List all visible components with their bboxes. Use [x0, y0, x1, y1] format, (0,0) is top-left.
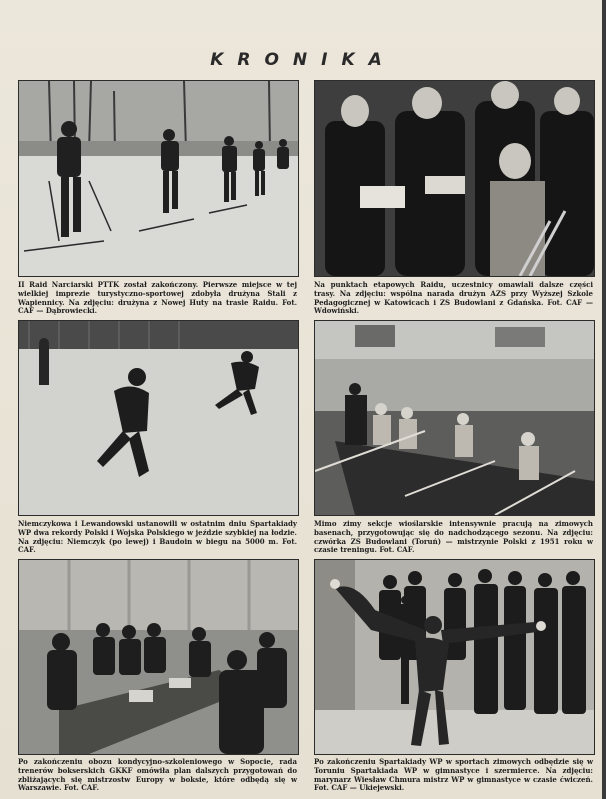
page-spine — [602, 0, 606, 799]
photo-speed-skaters — [18, 320, 299, 516]
caption-gymnast: Po zakończeniu Spartakiady WP w sportach zimowych odbędzie się w Toruniu Spartakiada WP w gimnastyce i szermierce. Na zdjęciu: marynarz Wiesław Chmura mistrz WP w gimnastyce w czasie ćwiczeń. Fot. CAF — Ukiejewski. — [314, 757, 593, 793]
caption-rowing: Mimo zimy sekcje wioślarskie intensywnie pracują na zimowych basenach, przygotowując się do nadchodzącego sezonu. Na zdjęciu: czwórka ZS Budowlani (Toruń) — mistrzynie Polski z 1951 roku w czasie treningu. Fot. CAF. — [314, 519, 593, 555]
caption-boxing-coaches: Po zakończeniu obozu kondycyjno-szkoleniowego w Sopocie, rada trenerów bokserskich GKKF omówiła plan dalszych przygotowań do zbliżających się mistrzostw Europy w boksie, które odbędą się w Warszawie. Fot. CAF. — [18, 757, 297, 793]
caption-briefing: Na punktach etapowych Raidu, uczestnicy omawiali dalsze części trasy. Na zdjęciu: wspólna narada drużyn AZS przy Wyższej Szkole Pedagogicznej w Katowicach i ZS Budowlani z Gdańska. Fot. CAF — Wdowiński. — [314, 280, 593, 316]
caption-speed-skaters: Niemczykowa i Lewandowski ustanowili w ostatnim dniu Spartakiady WP dwa rekordy Polski i Wojska Polskiego w jeździe szybkiej na łodzie. Na zdjęciu: Niemczyk (po lewej) i Baudoin w biegu na 5000 m. Fot. CAF. — [18, 519, 297, 555]
photo-skiers — [18, 80, 299, 277]
photo-boxing-coaches — [18, 559, 299, 755]
page-title: KRONIKA — [210, 50, 396, 70]
photo-rowing — [314, 320, 595, 516]
photo-briefing — [314, 80, 595, 277]
caption-skiers: II Raid Narciarski PTTK został zakończony. Pierwsze miejsce w tej wielkiej imprezie turystyczno-sportowej zdobyła drużyna Stali z Wapiennicy. Na zdjęciu: drużyna z Nowej Huty na trasie Raidu. Fot. CAF — Dąbrowiecki. — [18, 280, 297, 316]
photo-gymnast — [314, 559, 595, 755]
